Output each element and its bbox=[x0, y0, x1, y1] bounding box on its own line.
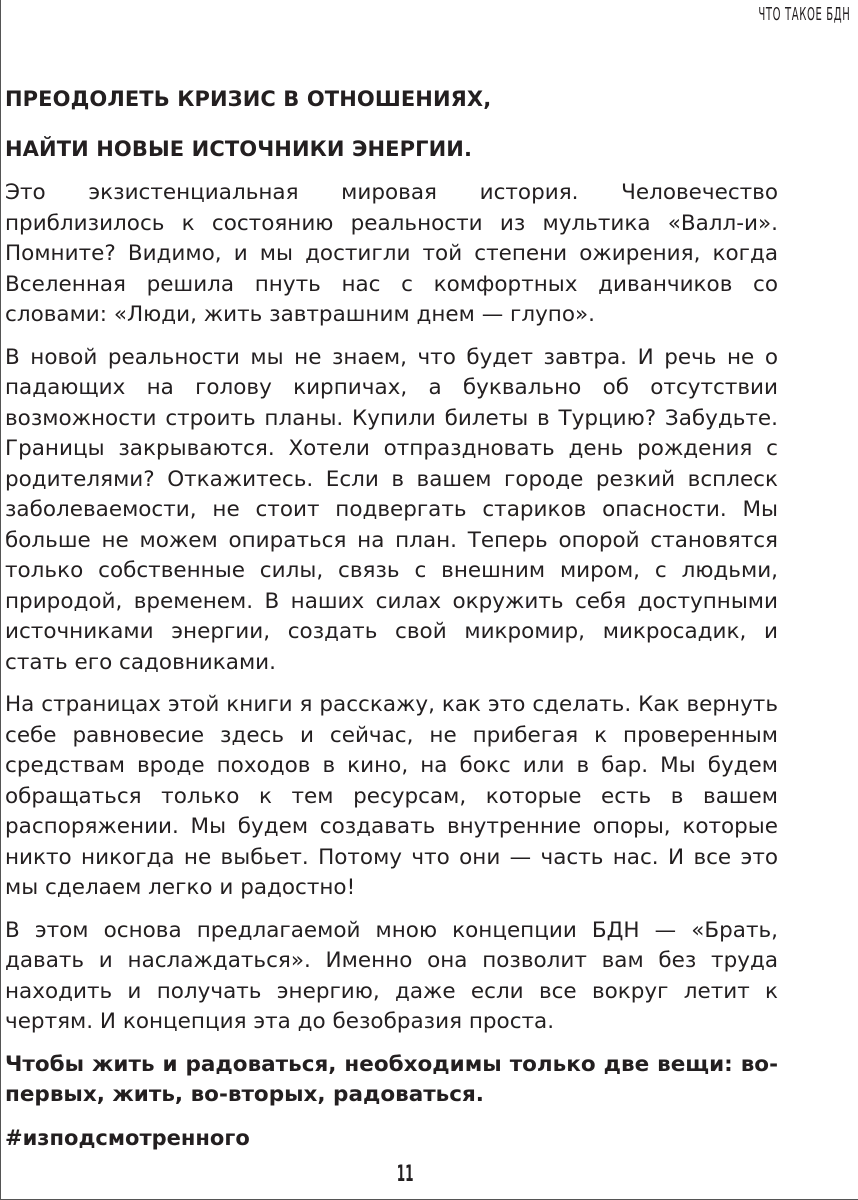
paragraph-1: Это экзистенциальная мировая история. Человечество приблизилось к состоянию реальности из мультика «Валл-и». Помните? Видимо, и мы достигли той степени ожирения, когда Вселенная решила пнуть нас с комфортных диванчиков со словами: «Люди, жить завтрашним днем — глупо». bbox=[5, 180, 778, 327]
section-title-line-1: ПРЕОДОЛЕТЬ КРИЗИС В ОТНОШЕНИЯХ, bbox=[5, 87, 492, 111]
hashtag: #изподсмотренного bbox=[5, 1125, 250, 1150]
section-title-line-2: НАЙТИ НОВЫЕ ИСТОЧНИКИ ЭНЕРГИИ. bbox=[5, 137, 473, 161]
bold-statement: Чтобы жить и радоваться, необходимы только две вещи: во-первых, жить, во-вторых, радоваться. bbox=[5, 1051, 778, 1107]
running-head: ЧТО ТАКОЕ БДН bbox=[757, 4, 850, 25]
paragraph-4: В этом основа предлагаемой мною концепции БДН — «Брать, давать и наслаждаться». Именно она позволит вам без труда находить и получать энергию, даже если все вокруг летит к чертям. И концепция эта до безобразия проста. bbox=[5, 917, 778, 1034]
page-number: 11 bbox=[396, 1162, 414, 1187]
paragraph-3: На страницах этой книги я расскажу, как это сделать. Как вернуть себе равновесие здесь и сейчас, не прибегая к проверенным средствам вроде походов в кино, на бокс или в бар. Мы будем обращаться только к тем ресурсам, которые есть в вашем распоряжении. Мы будем создавать внутренние опоры, которые никто никогда не выбьет. Потому что они — часть нас. И все это мы сделаем легко и радостно! bbox=[5, 692, 778, 900]
paragraph-2: В новой реальности мы не знаем, что будет завтра. И речь не о падающих на голову кирпичах, а буквально об отсутствии возможности строить планы. Купили билеты в Турцию? Забудьте. Границы закрываются. Хотели отпраздновать день рождения с родителями? Откажитесь. Если в вашем городе резкий всплеск заболеваемости, не стоит подвергать стариков опасности. Мы больше не можем опираться на план. Теперь опорой становятся только собственные силы, связь с внешним миром, с людьми, природой, временем. В наших силах окружить себя доступными источниками энергии, создать свой микромир, микросадик, и стать его садовниками. bbox=[5, 344, 778, 675]
page-content bbox=[5, 84, 778, 1153]
